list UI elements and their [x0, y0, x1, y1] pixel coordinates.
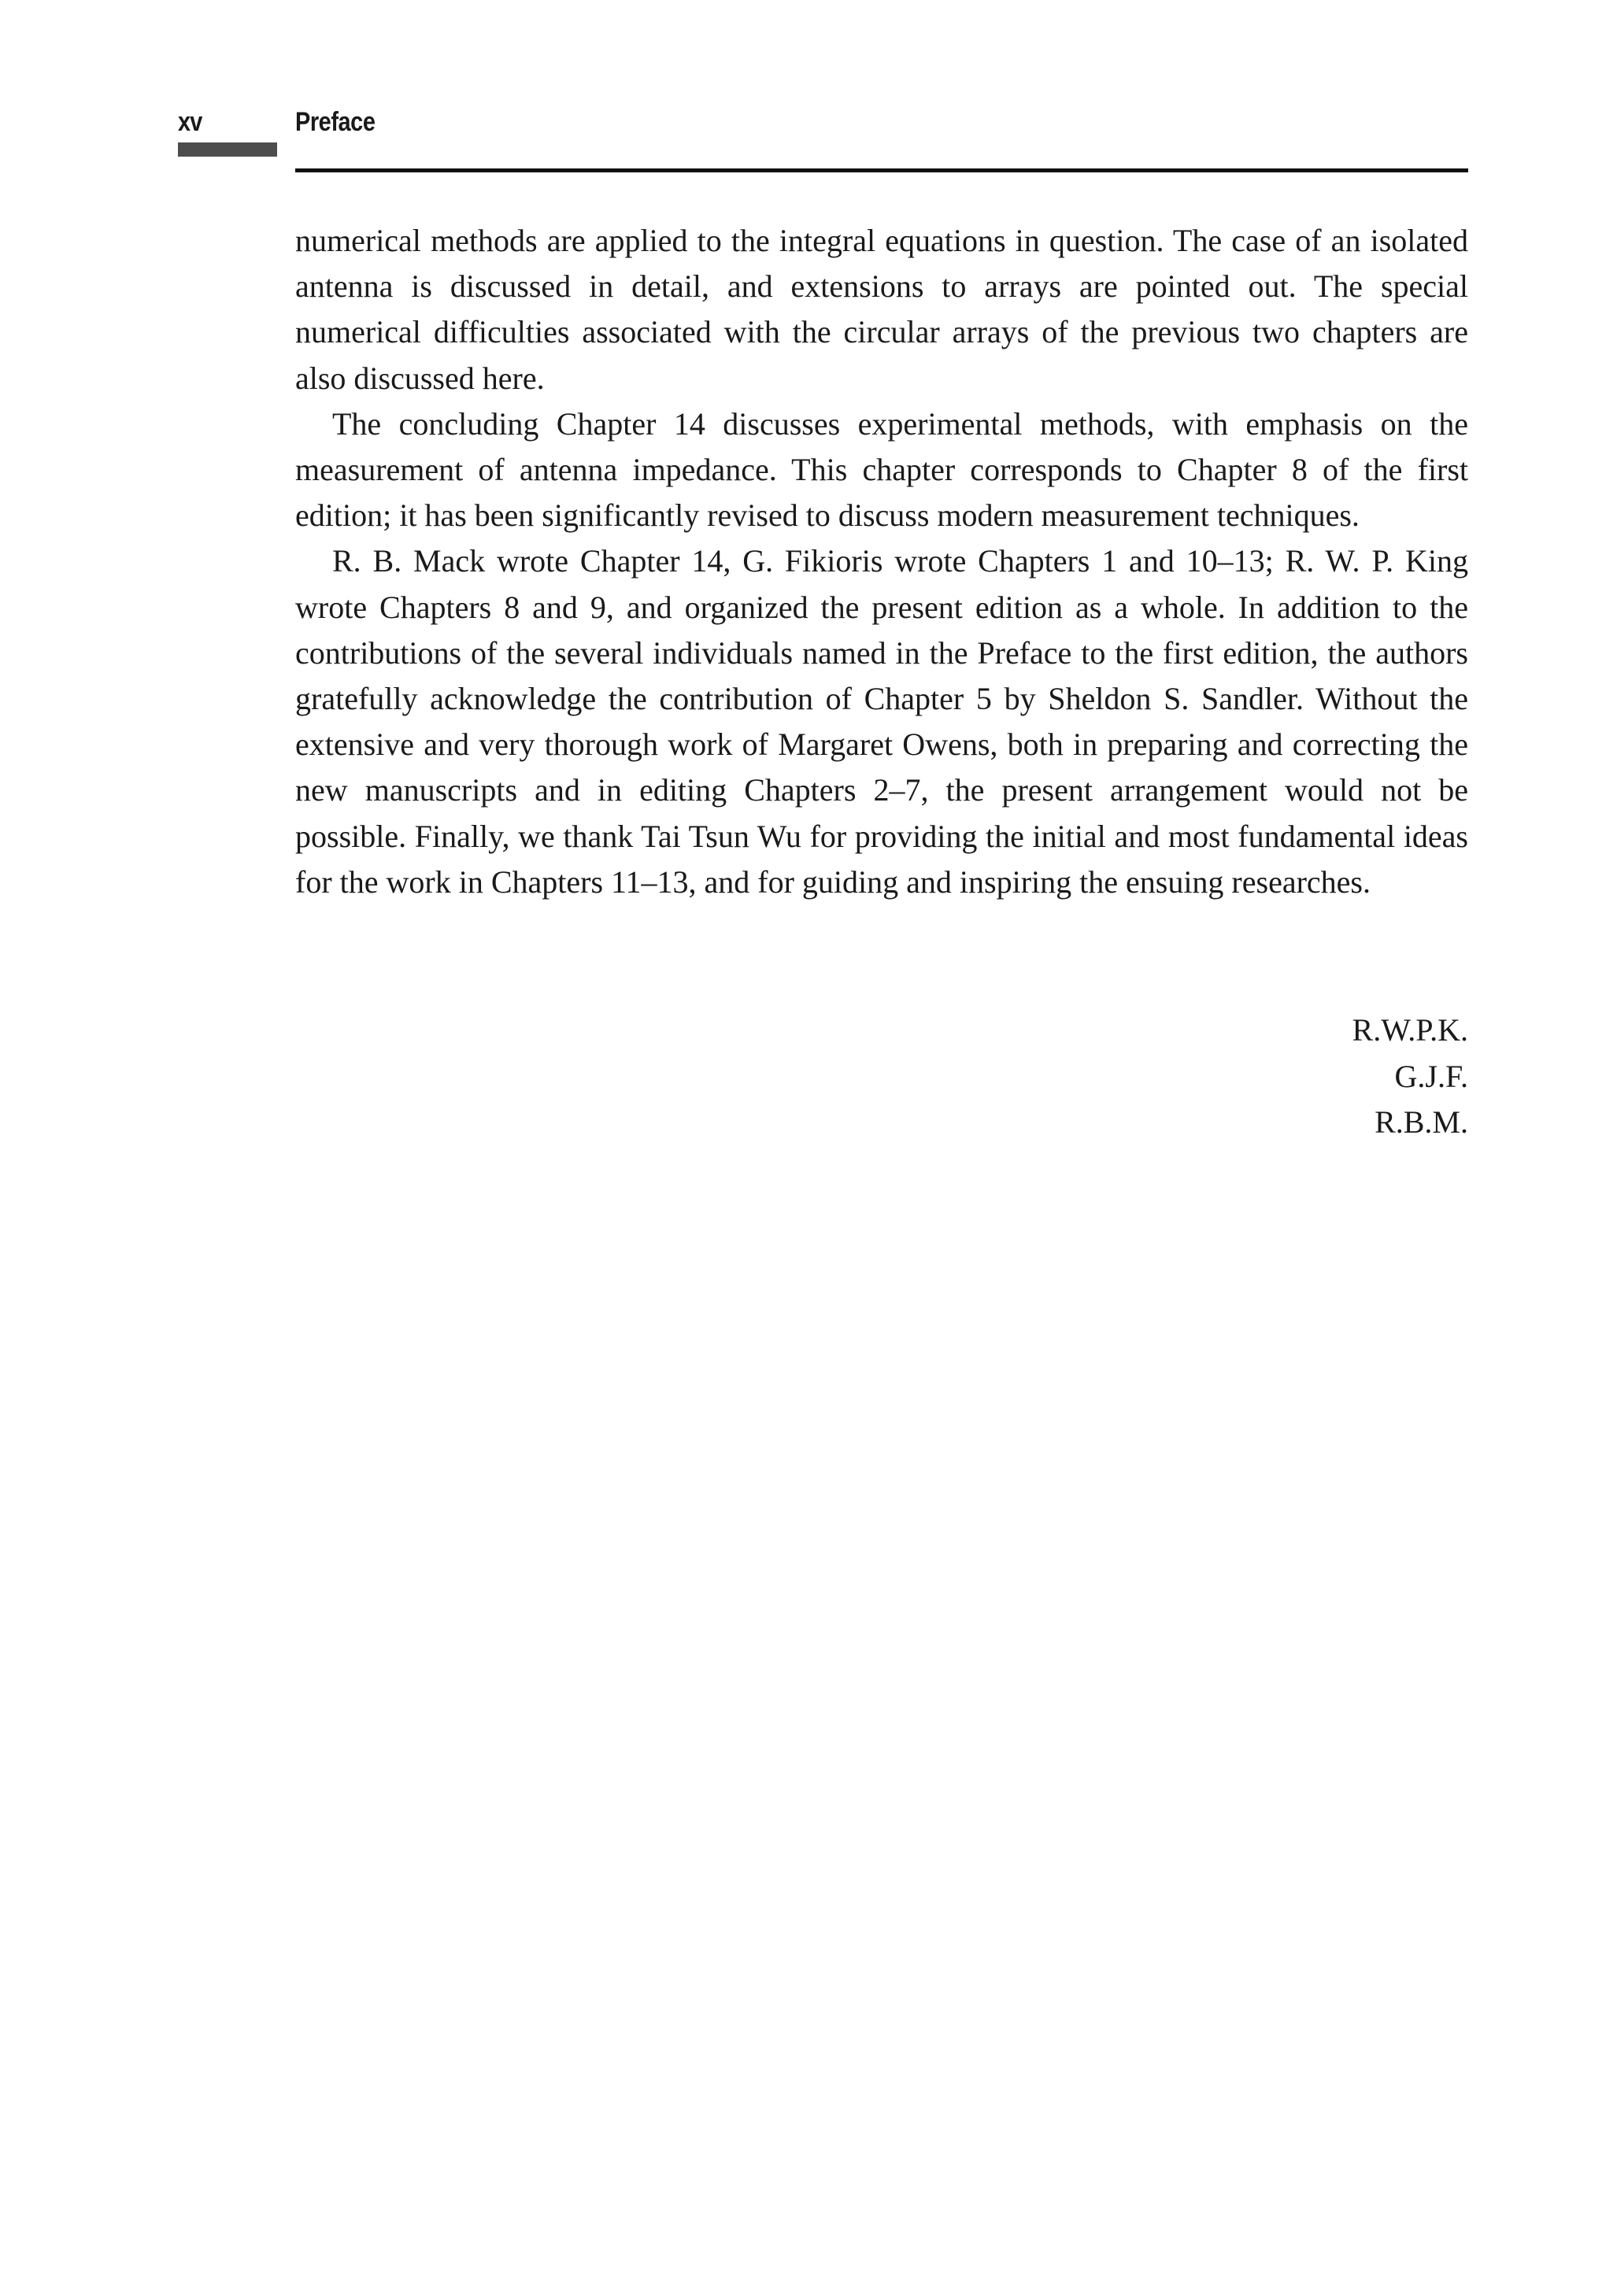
header-rule	[295, 168, 1468, 172]
author-initials-line: R.B.M.	[1375, 1104, 1468, 1140]
author-initials	[1352, 1008, 1468, 1146]
paragraph: R. B. Mack wrote Chapter 14, G. Fikioris wrote Chapters 1 and 10–13; R. W. P. King wrote Chapters 8 and 9, and organized the present edition as a whole. In addition to the contributions of the several individuals named in the Preface to the first edition, the authors gratefully acknowledge the contribution of Chapter 5 by Sheldon S. Sandler. Without the extensive and very thorough work of Margaret Owens, both in preparing and correcting the new manuscripts and in editing Chapters 2–7, the present arrangement would not be possible. Finally, we thank Tai Tsun Wu for providing the initial and most fundamental ideas for the work in Chapters 11–13, and for guiding and inspiring the ensuing researches.	[295, 543, 1468, 900]
page-number: xv	[178, 107, 202, 137]
page-number-bar	[178, 142, 277, 157]
paragraph: The concluding Chapter 14 discusses experimental methods, with emphasis on the measurement of antenna impedance. This chapter corresponds to Chapter 8 of the first edition; it has been significantly revised to discuss modern measurement techniques.	[295, 405, 1468, 534]
body-text	[295, 218, 1468, 905]
paragraph: numerical methods are applied to the integral equations in question. The case of an isolated antenna is discussed in detail, and extensions to arrays are pointed out. The special numerical difficulties associated with the circular arrays of the previous two chapters are also discussed here.	[295, 223, 1468, 396]
running-head: Preface	[295, 107, 376, 137]
author-initials-line: G.J.F.	[1394, 1058, 1468, 1094]
author-initials-line: R.W.P.K.	[1352, 1012, 1468, 1048]
